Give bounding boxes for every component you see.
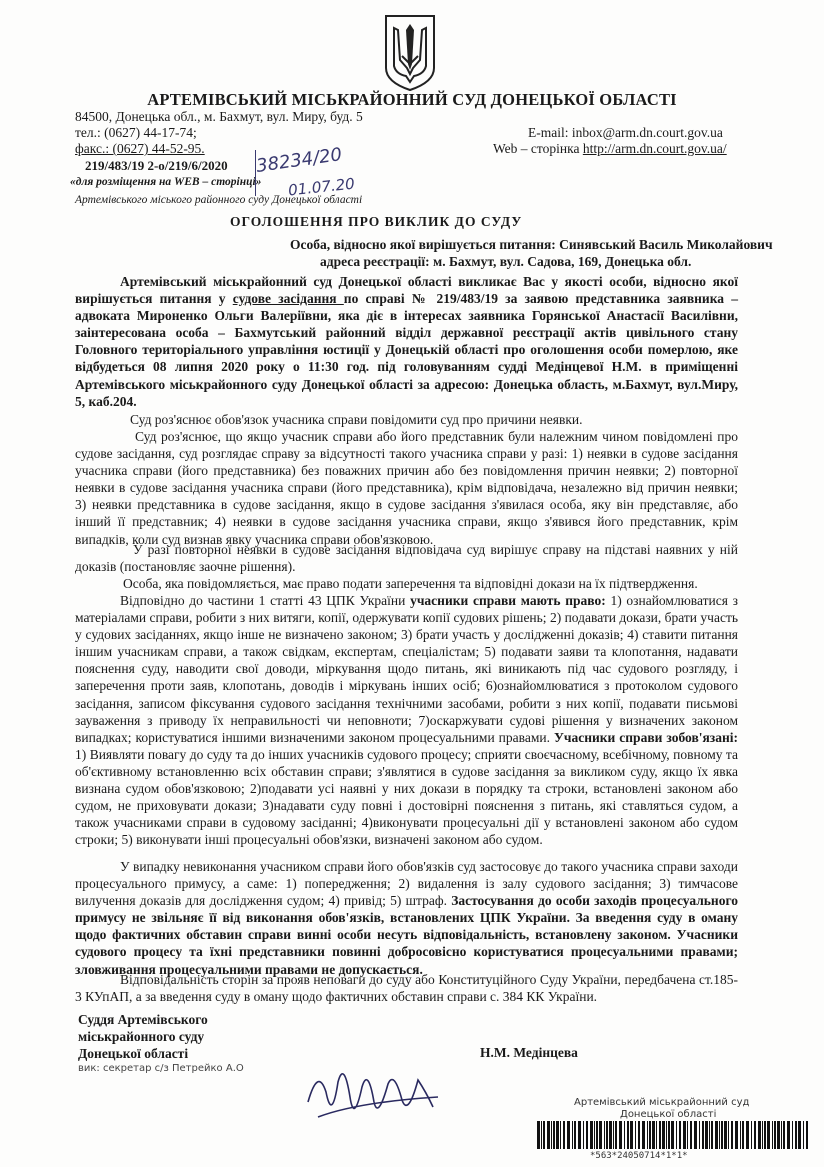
- court-web: [493, 141, 727, 157]
- barcode-bar: [537, 1121, 540, 1149]
- hearing-link: судове засідання: [232, 291, 344, 307]
- barcode-bar: [652, 1121, 655, 1149]
- handwritten-signature: [298, 1062, 448, 1132]
- paragraph-coercion: [75, 858, 738, 978]
- barcode-bar: [715, 1121, 718, 1149]
- barcode-bar: [599, 1121, 602, 1149]
- web-placement-note: «для розміщення на WEB – сторінці»: [70, 176, 262, 188]
- barcode-bar: [709, 1121, 710, 1149]
- barcode-bar: [638, 1121, 640, 1149]
- summons-paragraph: [75, 273, 738, 410]
- barcode-bar: [619, 1121, 622, 1149]
- barcode-bar: [627, 1121, 629, 1149]
- summons-text-a: Артемівський міськрайонний суд Донецької області викликає Вас у якості особи, відносно якої вирішується питання у: [75, 274, 738, 307]
- barcode-bar: [547, 1121, 550, 1149]
- barcode-bar: [781, 1121, 782, 1149]
- barcode-bar: [635, 1121, 636, 1149]
- barcode-bar: [668, 1121, 670, 1149]
- barcode-bar: [767, 1121, 770, 1149]
- barcode-bar: [556, 1121, 559, 1149]
- person-address: адреса реєстрації: м. Бахмут, вул. Садова, 169, Донецька обл.: [320, 254, 692, 269]
- barcode-bar: [586, 1121, 588, 1149]
- rights-heading: учасники справи мають право:: [410, 593, 611, 608]
- paragraph-liability: Відповідальність сторін за прояв неповаги до суду або Конституційного Суду України, передбачена ст.185-3 КУпАП, а за введення суду в оману щодо фактичних обставин справи с. 384 КК України.: [75, 972, 738, 1005]
- paragraph-default-judgment: У разі повторної неявки в судове засідання відповідача суд вирішує справу на підставі наявних у ній доказів (постановляє заочне рішення).: [75, 542, 738, 575]
- barcode-bar: [606, 1121, 608, 1149]
- handwritten-registration-number: 38234/20: [254, 144, 344, 177]
- barcode-bar: [777, 1121, 780, 1149]
- court-email: E-mail: inbox@arm.dn.court.gov.ua: [528, 125, 723, 140]
- secretary-note: вик: секретар с/з Петрейко А.О: [78, 1063, 244, 1074]
- notice-heading: ОГОЛОШЕННЯ ПРО ВИКЛИК ДО СУДУ: [230, 214, 523, 229]
- barcode-bar: [630, 1121, 633, 1149]
- barcode-bar: [687, 1121, 688, 1149]
- barcode-bar: [746, 1121, 749, 1149]
- barcode-bar: [758, 1121, 761, 1149]
- stamp-region: Донецької області: [620, 1109, 717, 1120]
- rights-intro: Відповідно до частини 1 статті 43 ЦПК України: [120, 593, 411, 608]
- barcode-bar: [792, 1121, 793, 1149]
- barcode-bar: [699, 1121, 700, 1149]
- barcode-bar: [783, 1121, 785, 1149]
- barcode-bar: [583, 1121, 584, 1149]
- barcode-bar: [751, 1121, 752, 1149]
- barcode-bar: [754, 1121, 756, 1149]
- court-note: Артемівського міського районного суду Донецької області: [75, 194, 363, 206]
- barcode-bar: [764, 1121, 766, 1149]
- barcode-bar: [613, 1121, 614, 1149]
- barcode-bar: [694, 1121, 697, 1149]
- judge-title-line3: Донецької області: [78, 1046, 189, 1062]
- judge-title-line1: Суддя Артемівського: [78, 1012, 208, 1027]
- web-url-link[interactable]: http://arm.dn.court.gov.ua/: [582, 141, 727, 156]
- barcode-bar: [806, 1121, 808, 1149]
- court-address: 84500, Донецька обл., м. Бахмут, вул. Миру, буд. 5: [75, 109, 363, 124]
- barcode-bar: [563, 1121, 565, 1149]
- barcode-bar: [656, 1121, 657, 1149]
- barcode-bar: [649, 1121, 651, 1149]
- barcode-icon: [537, 1121, 812, 1149]
- coercion-text-a: У випадку невиконання учасником справи його обов'язків суд застосовує до такого учасника справи заходи процесуального примусу, а саме: 1) попередження; 2) видалення із залу судового засідання; 3) тимчасове вилучення доказів для дослідження судом; 4) привід; 5) штраф.: [75, 859, 738, 909]
- barcode-bar: [604, 1121, 605, 1149]
- barcode-bar: [774, 1121, 776, 1149]
- duties-list: 1) Виявляти повагу до суду та до інших учасників судового процесу; сприяти своєчасному, всебічному, повному та об'єктивному встановленню всіх обставин справи; з'являтися в судове засідання за викликом суду, якщо їх явка визнана судом обов'язковою; 2)подавати усі наявні у них докази в порядку та строки, встановлені законом або судом, не приховувати докази; 3)надавати суду повні і достовірні пояснення з питань, які ставляться судом, а також учасниками справи в судовому засіданні; 4)виконувати процесуальні дії у встановлені законом або судом строки; 5) виконувати інші процесуальні обов'язки, визначені законом або судом.: [75, 746, 738, 848]
- duties-heading: Учасники справи зобов'язані:: [553, 729, 738, 745]
- barcode-bar: [803, 1121, 804, 1149]
- barcode-bar: [615, 1121, 617, 1149]
- person-line: Особа, відносно якої вирішується питання: Синявський Василь Миколайович: [290, 237, 773, 252]
- barcode-bar: [624, 1121, 625, 1149]
- barcode-bar: [679, 1121, 681, 1149]
- court-title: АРТЕМІВСЬКИЙ МІСЬКРАЙОННИЙ СУД ДОНЕЦЬКОЇ ОБЛАСТІ: [147, 90, 677, 109]
- barcode-bar: [735, 1121, 738, 1149]
- paragraph-absence-reasons: Суд роз'яснює обов'язок учасника справи повідомити суд про причини неявки.: [130, 412, 583, 427]
- barcode-bar: [590, 1121, 593, 1149]
- rights-list: 1) ознайомлюватися з матеріалами справи, робити з них витяги, копії, одержувати копії судових рішень; 2) подавати докази, брати участь у судових засіданнях, якщо інше не визначено законом; 3) брати участь у дослідженні доказів; 4) ставити питання іншим учасникам справи, а також свідкам, експертам, спеціалістам; 5) подавати заяви та клопотання, надавати пояснення суду, наводити свої доводи, міркування щодо питань, які виникають під час судового розгляду, і заперечення проти заяв, клопотань, доводів і міркувань інших осіб; 6)ознайомлюватися з протоколом судового засідання, записом фіксування судового засідання технічними засобами, робити з них копії, подавати письмові зауваження з приводу їх неправильності чи неповноти; 7)оскаржувати судові рішення у визначених законом випадках; користуватися іншими визначеними законом процесуальними правами.: [75, 593, 738, 745]
- barcode-bar: [798, 1121, 801, 1149]
- barcode-bar: [719, 1121, 720, 1149]
- barcode-bar: [553, 1121, 555, 1149]
- barcode-bar: [572, 1121, 573, 1149]
- barcode-bar: [724, 1121, 727, 1149]
- court-fax: факс.: (0627) 44-52-95.: [75, 141, 205, 156]
- web-label: Web – сторінка: [493, 141, 583, 156]
- barcode-bar: [740, 1121, 741, 1149]
- barcode-bar: [551, 1121, 552, 1149]
- barcode-bar: [541, 1121, 542, 1149]
- barcode-bar: [690, 1121, 692, 1149]
- barcode-bar: [676, 1121, 677, 1149]
- barcode-bar: [711, 1121, 713, 1149]
- barcode-bar: [683, 1121, 686, 1149]
- handwritten-date: 01.07.20: [287, 174, 356, 200]
- barcode-bar: [787, 1121, 790, 1149]
- case-numbers: 219/483/19 2-о/219/6/2020: [85, 158, 228, 173]
- barcode-bar: [560, 1121, 561, 1149]
- barcode-bar: [647, 1121, 648, 1149]
- coercion-text-b: Застосування до особи заходів процесуального примусу не звільняє її від виконання обов'язків, встановлених ЦПК України. За введення суду в оману щодо фактичних обставин справи винні особи несуть відповідальність, встановлену законом. Учасники судового процесу та їхні представники повинні добросовісно користуватися процесуальними правами; зловживання процесуальними правами не допускається.: [75, 893, 738, 977]
- barcode-bar: [574, 1121, 576, 1149]
- barcode-bar: [543, 1121, 545, 1149]
- paragraph-rights-duties: [75, 592, 738, 848]
- barcode-bar: [642, 1121, 645, 1149]
- paragraph-absence-consequences: Суд роз'яснює, що якщо учасник справи або його представник були належним чином повідомлені про судове засідання, суд розглядає справу за відсутності такого учасника справи у разі: 1) неявки в судове засідання учасника справи (його представника) без поважних причин або без повідомлення причин неявки; 2) повторної неявки в судове засідання учасника справи (його представника), крім відповідача, незалежно від причин неявки; 3) неявки представника в судове засідання, якщо в судове засідання з'явилася особа, яку він представляє, або інший її представник; 4) неявки в судове засідання учасника справи, якщо з'явився його представник, крім випадків, коли суд визнав явку учасника справи обов'язковою.: [75, 429, 738, 547]
- barcode-bar: [705, 1121, 708, 1149]
- judge-name: Н.М. Медінцева: [480, 1045, 578, 1060]
- paragraph-objection-right: Особа, яка повідомляється, має право подати заперечення та відповідні докази на їх підтвердження.: [123, 576, 698, 591]
- court-phone: тел.: (0627) 44-17-74;: [75, 125, 197, 140]
- barcode-bar: [609, 1121, 612, 1149]
- barcode-bar: [578, 1121, 581, 1149]
- summons-text-b: по справі № 219/483/19 за заявою представника заявника – адвоката Мироненко Ольги Валеріївни, яка діє в інтересах заявника Горянської Анастасії Василівни, заінтересована особа – Бахмутський районний відділ державної реєстрації актів цивільного стану Головного територіального управління юстиції у Донецькій області про оголошення особи померлою, яке відбудеться 08 липня 2020 року о 11:30 год. під головуванням судді Медінцевої Н.М. в приміщенні Артемівського міськрайонного суду Донецької області за адресою: Донецька область, м.Бахмут, вул.Миру, 5, каб.204.: [75, 291, 739, 409]
- barcode-bar: [762, 1121, 763, 1149]
- barcode-number: *563*24050714*1*1*: [590, 1151, 688, 1161]
- barcode-bar: [742, 1121, 744, 1149]
- barcode-bar: [795, 1121, 797, 1149]
- tryzub-emblem-icon: [380, 12, 440, 92]
- barcode-bar: [731, 1121, 733, 1149]
- barcode-bar: [671, 1121, 674, 1149]
- judge-title-line2: міськрайонного суду: [78, 1029, 205, 1045]
- barcode-bar: [728, 1121, 729, 1149]
- barcode-bar: [659, 1121, 661, 1149]
- barcode-bar: [567, 1121, 570, 1149]
- barcode-bar: [666, 1121, 667, 1149]
- judge-title-block: [78, 1011, 208, 1062]
- barcode-bar: [596, 1121, 598, 1149]
- barcode-bar: [702, 1121, 704, 1149]
- barcode-bar: [594, 1121, 595, 1149]
- stamp-court-name: Артемівський міськрайонний суд: [574, 1097, 750, 1108]
- barcode-bar: [721, 1121, 723, 1149]
- barcode-bar: [662, 1121, 665, 1149]
- barcode-bar: [772, 1121, 773, 1149]
